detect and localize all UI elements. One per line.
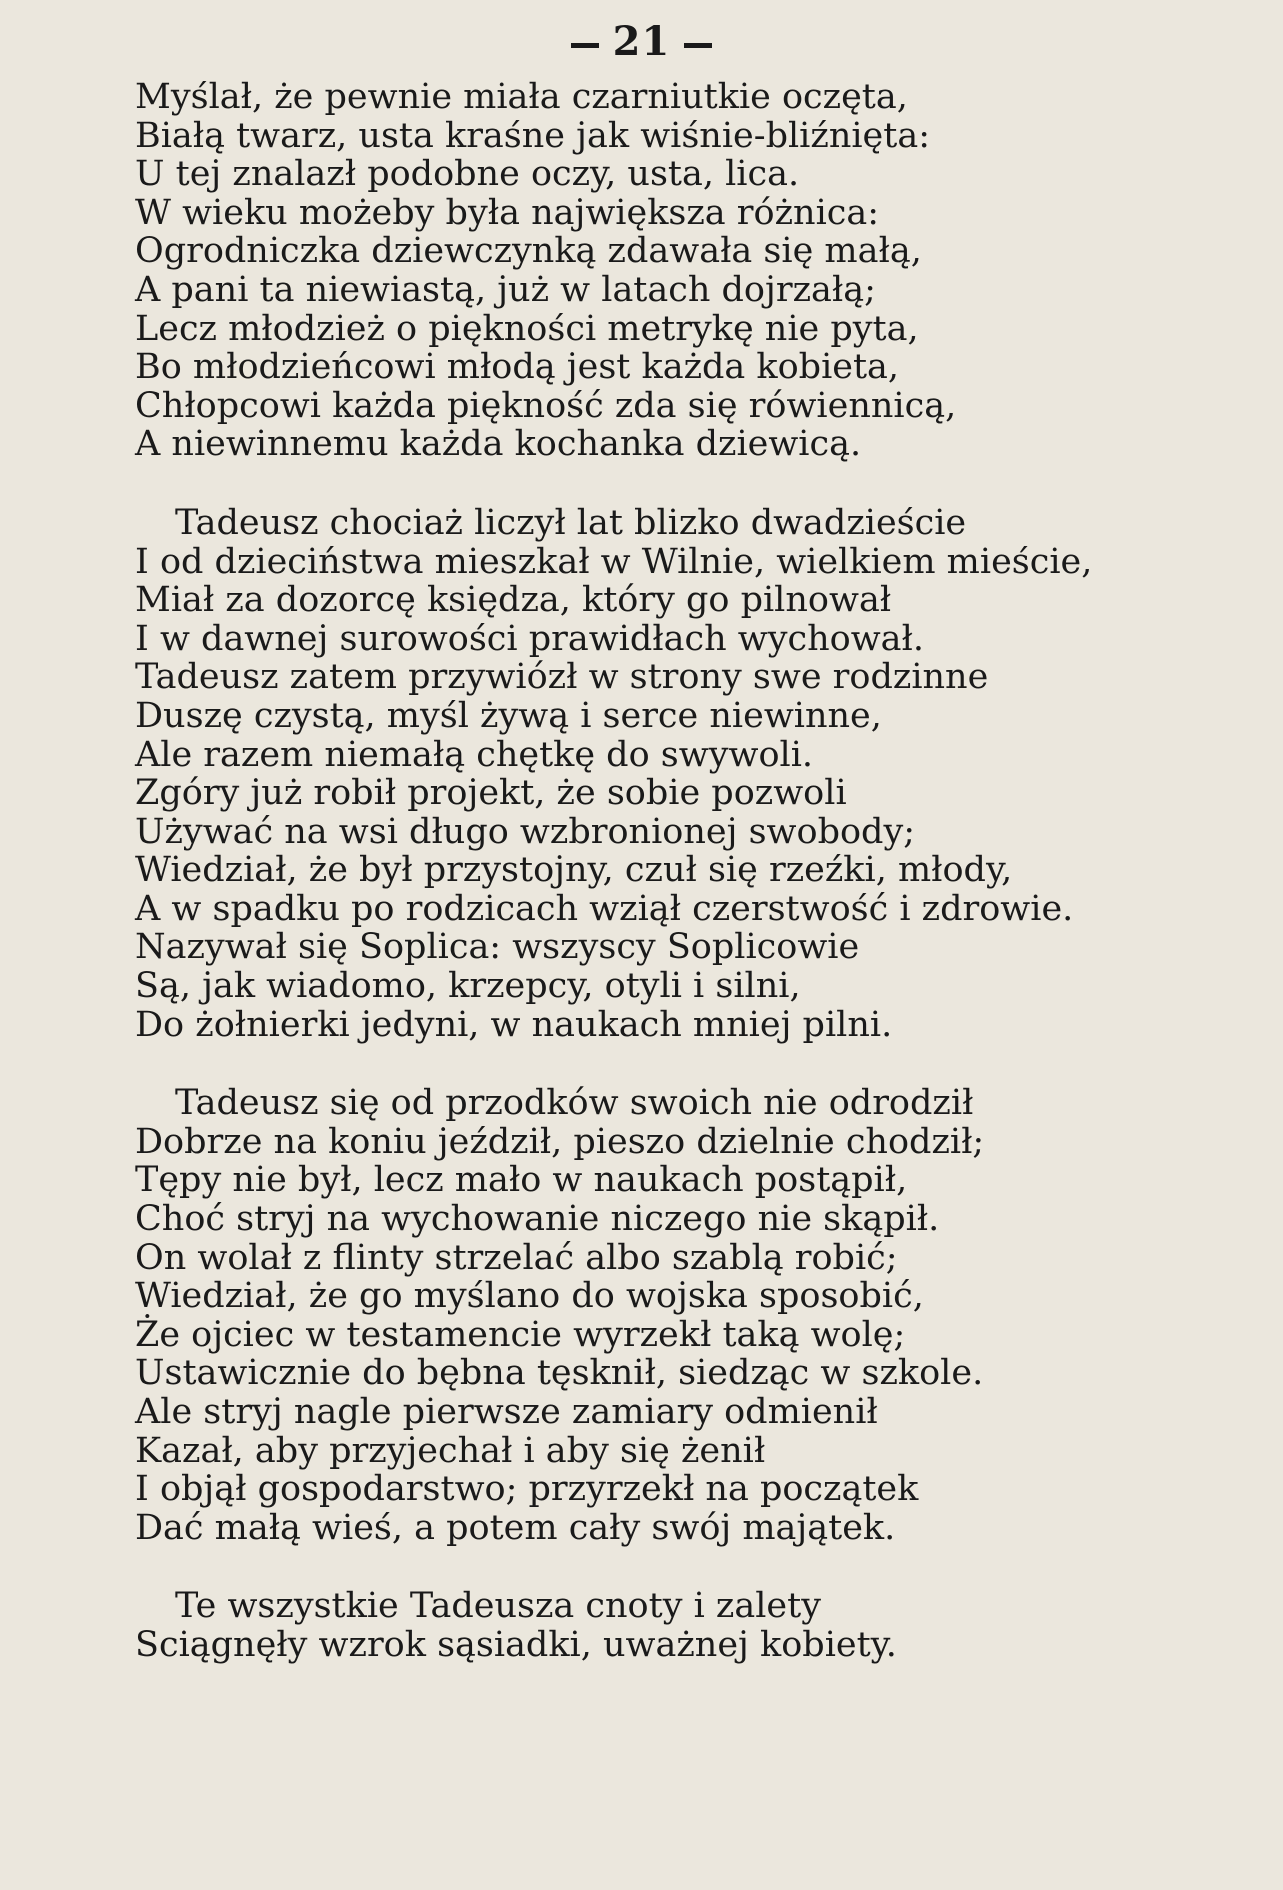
stanza-1 [135, 78, 1255, 464]
verse-line: A niewinnemu każda kochanka dziewicą. [135, 424, 862, 465]
verse-line: A pani ta niewiastą, już w latach dojrzałą; [135, 269, 876, 310]
verse-line: Ale razem niemałą chętkę do swywoli. [135, 734, 814, 775]
verse-line: Wiedział, że był przystojny, czuł się rzeźki, młody, [135, 850, 1013, 891]
verse-line: I objął gospodarstwo; przyrzekł na początek [135, 1469, 919, 1510]
verse-line: Duszę czystą, myśl żywą i serce niewinne, [135, 695, 882, 736]
verse-line: Białą twarz, usta kraśne jak wiśnie-bliźnięta: [135, 115, 930, 156]
verse-line: Sciągnęły wzrok sąsiadki, uważnej kobiety. [135, 1624, 897, 1665]
right-dash [684, 43, 712, 48]
verse-line: Dać małą wieś, a potem cały swój majątek. [135, 1507, 896, 1548]
verse-line: A w spadku po rodzicach wziął czerstwość i zdrowie. [135, 888, 1074, 929]
page-number-header [0, 18, 1283, 65]
verse-line: Tadeusz się od przodków swoich nie odrodził [175, 1083, 974, 1124]
verse-line: Wiedział, że go myślano do wojska sposobić, [135, 1276, 924, 1317]
verse-line: I w dawnej surowości prawidłach wychował. [135, 618, 925, 659]
verse-line: U tej znalazł podobne oczy, usta, lica. [135, 154, 800, 195]
verse-line: On wolał z flinty strzelać albo szablą robić; [135, 1237, 898, 1278]
stanza-4 [135, 1587, 1255, 1664]
verse-line: Lecz młodzież o piękności metrykę nie pyta, [135, 308, 919, 349]
left-dash [571, 43, 599, 48]
verse-line: Używać na wsi długo wzbronionej swobody; [135, 811, 916, 852]
verse-line: Ogrodniczka dziewczynką zdawała się małą, [135, 231, 922, 272]
verse-line: Ustawicznie do bębna tęsknił, siedząc w szkole. [135, 1353, 984, 1394]
stanza-2 [135, 504, 1255, 1044]
verse-line: Kazał, aby przyjechał i aby się żenił [135, 1430, 766, 1471]
page-number: 21 [612, 18, 671, 65]
verse-line: Do żołnierki jedyni, w naukach mniej pilni. [135, 1004, 893, 1045]
verse-line: Choć stryj na wychowanie niczego nie skąpił. [135, 1199, 940, 1240]
verse-line: Są, jak wiadomo, krzepcy, otyli i silni, [135, 966, 801, 1007]
verse-line: Tadeusz zatem przywiózł w strony swe rodzinne [135, 657, 989, 698]
poem-text [135, 78, 1255, 1665]
stanza-3 [135, 1084, 1255, 1547]
verse-line: I od dzieciństwa mieszkał w Wilnie, wielkiem mieście, [135, 541, 1093, 582]
verse-line: Chłopcowi każda piękność zda się rówiennicą, [135, 385, 957, 426]
verse-line: Dobrze na koniu jeździł, pieszo dzielnie chodził; [135, 1121, 985, 1162]
verse-line: Te wszystkie Tadeusza cnoty i zalety [175, 1586, 821, 1627]
verse-line: Tępy nie był, lecz mało w naukach postąpił, [135, 1160, 908, 1201]
verse-line: Myślał, że pewnie miała czarniutkie oczęta, [135, 77, 908, 117]
verse-line: W wieku możeby była największa różnica: [135, 192, 880, 233]
verse-line: Miał za dozorcę księdza, który go pilnował [135, 580, 892, 621]
verse-line: Że ojciec w testamencie wyrzekł taką wolę; [135, 1314, 906, 1355]
verse-line: Ale stryj nagle pierwsze zamiary odmienił [135, 1392, 878, 1432]
verse-line: Nazywał się Soplica: wszyscy Soplicowie [135, 927, 860, 968]
verse-line: Tadeusz chociaż liczył lat blizko dwadzieście [175, 502, 967, 543]
verse-line: Zgóry już robił projekt, że sobie pozwoli [135, 773, 847, 814]
verse-line: Bo młodzieńcowi młodą jest każda kobieta, [135, 347, 900, 388]
